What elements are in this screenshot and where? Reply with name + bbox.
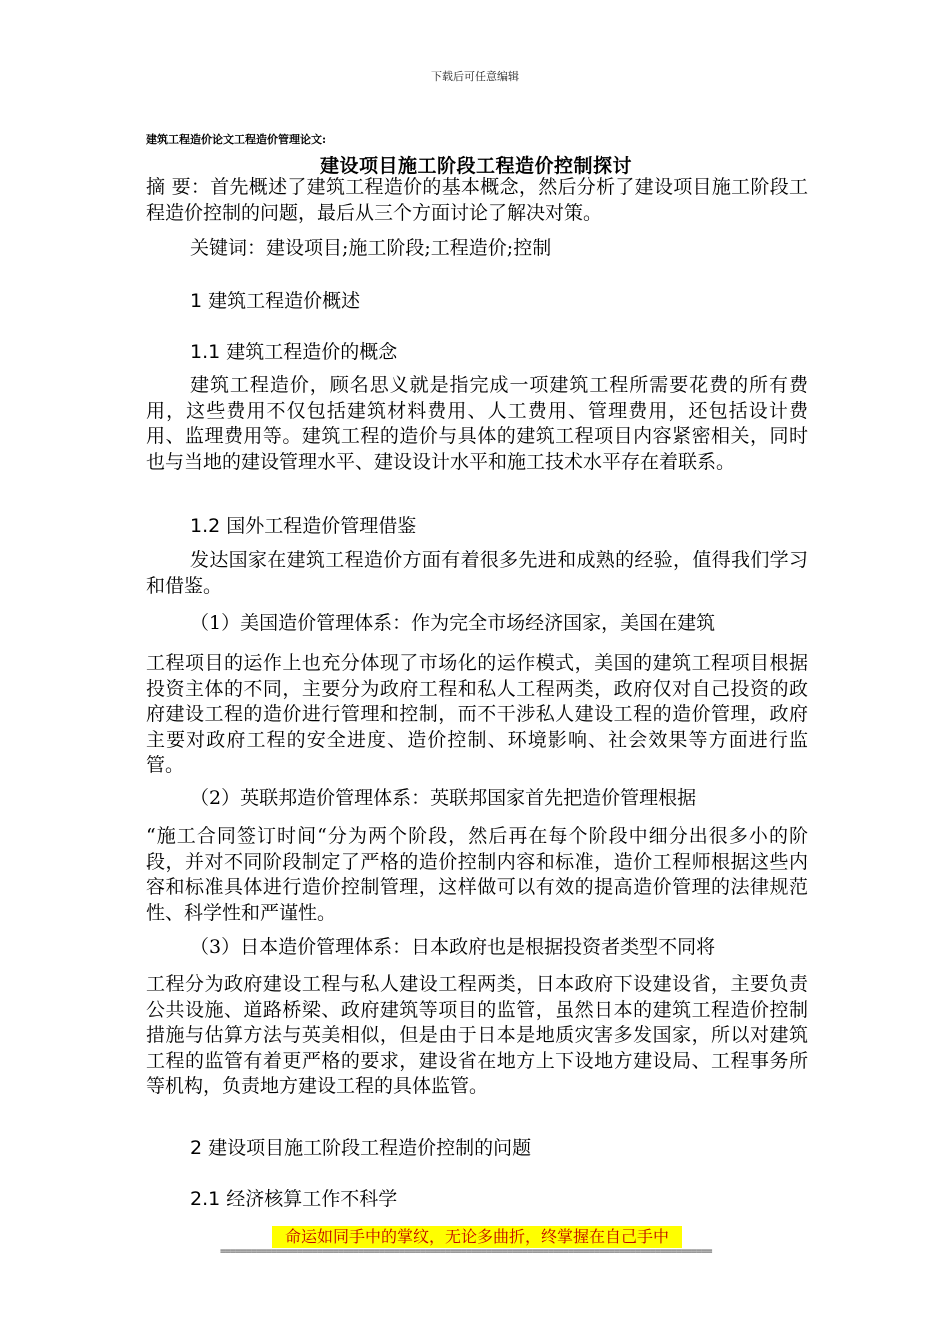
- abstract: 摘 要：首先概述了建筑工程造价的基本概念，然后分析了建设项目施工阶段工程造价控制的问题，最后从三个方面讨论了解决对策。: [146, 176, 808, 224]
- footer-slogan: 命运如同手中的掌纹，无论多曲折，终掌握在自己手中: [272, 1226, 682, 1248]
- item-2-lead: （2）英联邦造价管理体系：英联邦国家首先把造价管理根据: [190, 787, 697, 809]
- section-heading-1: 1 建筑工程造价概述: [190, 290, 361, 312]
- section-heading-1-2: 1.2 国外工程造价管理借鉴: [190, 515, 417, 537]
- item-3-lead: （3）日本造价管理体系：日本政府也是根据投资者类型不同将: [190, 936, 716, 958]
- keywords: 关键词：建设项目;施工阶段;工程造价;控制: [190, 237, 552, 259]
- item-1-lead: （1）美国造价管理体系：作为完全市场经济国家，美国在建筑: [190, 612, 716, 634]
- item-1-body: 工程项目的运作上也充分体现了市场化的运作模式，美国的建筑工程项目根据投资主体的不同，主要分为政府工程和私人工程两类，政府仅对自己投资的政府建设工程的造价进行管理和控制，而不干涉私人建设工程的造价管理，政府主要对政府工程的安全进度、造价控制、环境影响、社会效果等方面进行监管。: [146, 652, 808, 776]
- header-note: 下载后可任意编辑: [431, 70, 519, 83]
- paragraph-intro-foreign: 发达国家在建筑工程造价方面有着很多先进和成熟的经验，值得我们学习和借鉴。: [146, 549, 808, 597]
- article-title: 建设项目施工阶段工程造价控制探讨: [319, 155, 632, 177]
- item-3-body: 工程分为政府建设工程与私人建设工程两类，日本政府下设建设省，主要负责公共设施、道路桥梁、政府建筑等项目的监管，虽然日本的建筑工程造价控制措施与估算方法与英美相似，但是由于日本是地质灾害多发国家，所以对建筑工程的监管有着更严格的要求，建设省在地方上下设地方建设局、工程事务所等机构，负责地方建设工程的具体监管。: [146, 973, 808, 1097]
- section-heading-2: 2 建设项目施工阶段工程造价控制的问题: [190, 1137, 532, 1159]
- section-heading-1-1: 1.1 建筑工程造价的概念: [190, 341, 398, 363]
- article-category: 建筑工程造价论文工程造价管理论文:: [146, 133, 327, 146]
- paragraph-concept: 建筑工程造价，顾名思义就是指完成一项建筑工程所需要花费的所有费用，这些费用不仅包括建筑材料费用、人工费用、管理费用，还包括设计费用、监理费用等。建筑工程的造价与具体的建筑工程项目内容紧密相关，同时也与当地的建设管理水平、建设设计水平和施工技术水平存在着联系。: [146, 374, 808, 473]
- item-2-body: “施工合同签订时间“分为两个阶段，然后再在每个阶段中细分出很多小的阶段，并对不同阶段制定了严格的造价控制内容和标准，造价工程师根据这些内容和标准具体进行造价控制管理，这样做可以有效的提高造价管理的法律规范性、科学性和严谨性。: [146, 825, 808, 924]
- section-heading-2-1: 2.1 经济核算工作不科学: [190, 1188, 398, 1210]
- footer-divider: ================================================================================================: [220, 1246, 712, 1257]
